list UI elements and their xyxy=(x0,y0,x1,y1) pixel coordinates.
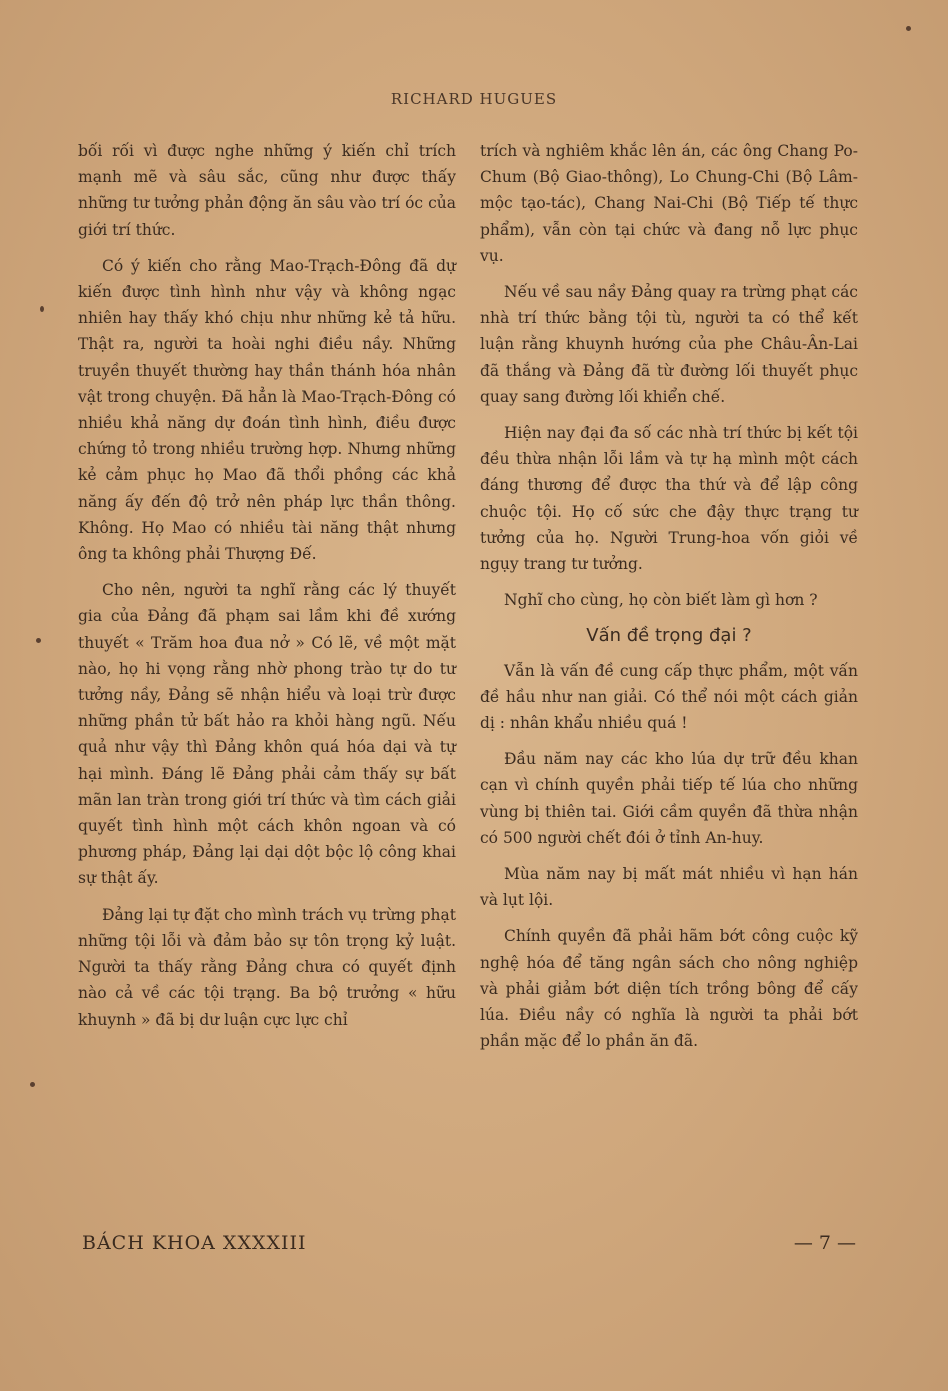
paragraph: Nghĩ cho cùng, họ còn biết làm gì hơn ? xyxy=(504,591,818,610)
publication-name: BÁCH KHOA XXXXIII xyxy=(82,1232,307,1254)
left-column xyxy=(78,138,456,1043)
paragraph: Nếu về sau nầy Đảng quay ra trừng phạt các nhà trí thức bằng tội tù, người ta có thể kết luận rằng khuynh hướng của phe Châu-Ân-Lai đã thắng và Đảng đã từ đường lối thuyết phục quay sang đường lối khiển chế. xyxy=(480,283,858,406)
paper-speck xyxy=(906,26,911,31)
paper-speck xyxy=(30,1082,35,1087)
paragraph: Vẫn là vấn đề cung cấp thực phẩm, một vấn đề hầu như nan giải. Có thể nói một cách giản dị : nhân khẩu nhiều quá ! xyxy=(480,661,858,733)
paragraph: trích và nghiêm khắc lên án, các ông Chang Po-Chum (Bộ Giao-thông), Lo Chung-Chi (Bộ Lâm-mộc tạo-tác), Chang Nai-Chi (Bộ Tiếp tế thực phẩm), vẫn còn tại chức và đang nỗ lực phục vụ. xyxy=(480,142,858,265)
paragraph: bối rối vì được nghe những ý kiến chỉ trích mạnh mẽ và sâu sắc, cũng như được thấy những tư tưởng phản động ăn sâu vào trí óc của giới trí thức. xyxy=(78,142,456,239)
paragraph: Đảng lại tự đặt cho mình trách vụ trừng phạt những tội lỗi và đảm bảo sự tôn trọng kỷ luật. Người ta thấy rằng Đảng chưa có quyết định nào cả về các tội trạng. Ba bộ trưởng « hữu khuynh » đã bị dư luận cực lực chỉ xyxy=(78,905,456,1029)
paragraph: Cho nên, người ta nghĩ rằng các lý thuyết gia của Đảng đã phạm sai lầm khi đề xướng thuyết « Trăm hoa đua nở » Có lẽ, về một mặt nào, họ hi vọng rằng nhờ phong trào tự do tư tưởng nầy, Đảng sẽ nhận hiểu và loại trừ được những phần tử bất hảo ra khỏi hàng ngũ. Nếu quả như vậy thì Đảng khôn quá hóa dại và tự hại mình. Đáng lẽ Đảng phải cảm thấy sự bất mãn lan tràn trong giới trí thức và tìm cách giải quyết tình hình một cách khôn ngoan và có phương pháp, Đảng lại dại dột bộc lộ công khai sự thật ấy. xyxy=(78,581,456,888)
page-number: — 7 — xyxy=(793,1232,856,1254)
paragraph: Hiện nay đại đa số các nhà trí thức bị kết tội đều thừa nhận lỗi lầm và tự hạ mình một cách đáng thương để được tha thứ và để lập công chuộc tội. Họ cố sức che đậy thực trạng tư tưởng của họ. Người Trung-hoa vốn giỏi về ngụy trang tư tưởng. xyxy=(480,424,858,574)
paragraph: Chính quyền đã phải hãm bớt công cuộc kỹ nghệ hóa để tăng ngân sách cho nông nghiệp và phải giảm bớt diện tích trồng bông để cấy lúa. Điều nầy có nghĩa là người ta phải bớt phần mặc để lo phần ăn đã. xyxy=(480,927,858,1051)
right-column xyxy=(480,138,858,1065)
running-head: RICHARD HUGUES xyxy=(390,90,558,108)
paper-speck xyxy=(40,306,44,312)
paragraph: Đầu năm nay các kho lúa dự trữ đều khan cạn vì chính quyền phải tiếp tế lúa cho những vùng bị thiên tai. Giới cầm quyền đã thừa nhận có 500 người chết đói ở tỉnh An-huy. xyxy=(480,750,858,847)
paper-speck xyxy=(36,638,41,643)
paragraph: Có ý kiến cho rằng Mao-Trạch-Đông đã dự kiến được tình hình như vậy và không ngạc nhiên hay thấy khó chịu như những kẻ tả hữu. Thật ra, người ta hoài nghi điều nầy. Những truyền thuyết thường hay thần thánh hóa nhân vật trong chuyện. Đã hẳn là Mao-Trạch-Đông có nhiều khả năng dự đoán tình hình, điều được chứng tỏ trong nhiều trường hợp. Nhưng những kẻ cảm phục họ Mao đã thổi phồng các khả năng ấy đến độ trở nên pháp lực thần thông. Không. Họ Mao có nhiều tài năng thật nhưng ông ta không phải Thượng Đế. xyxy=(78,256,457,564)
paragraph: Mùa năm nay bị mất mát nhiều vì hạn hán và lụt lội. xyxy=(480,865,858,910)
section-heading: Vấn đề trọng đại ? xyxy=(586,625,752,647)
